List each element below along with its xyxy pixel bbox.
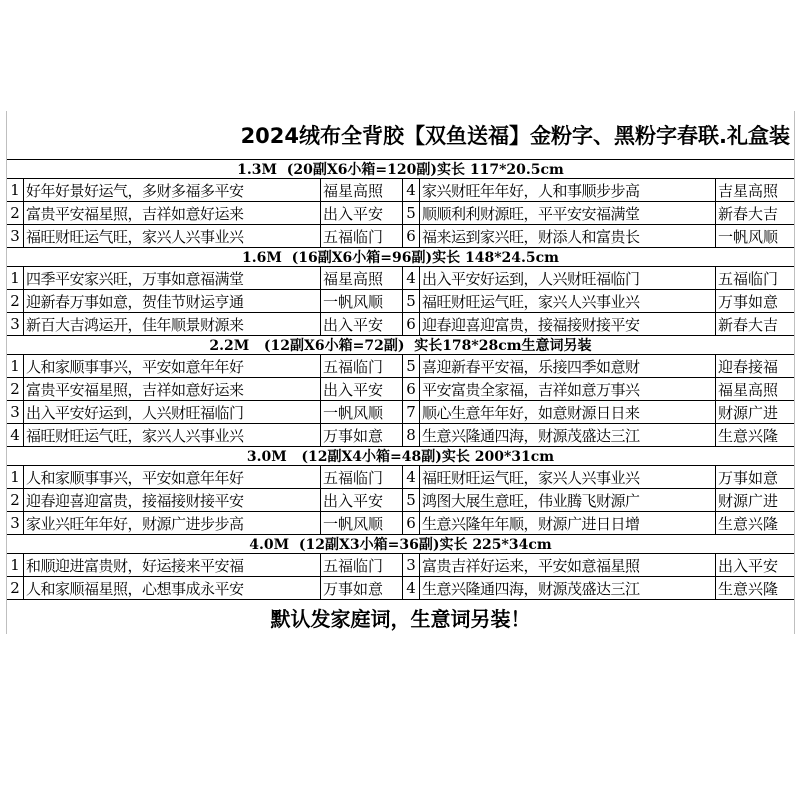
couplet-row (7, 489, 794, 512)
horizontal-scroll-text: 一帆风顺 (321, 290, 403, 312)
item-number: 2 (7, 378, 24, 400)
couplet-row (7, 554, 794, 577)
couplet-row (7, 202, 794, 225)
item-number: 2 (7, 202, 24, 224)
couplet-text: 喜迎新春平安福，乐接四季如意财 (420, 355, 716, 377)
couplet-text: 富贵平安福星照，吉祥如意好运来 (24, 378, 321, 400)
price-sheet (6, 111, 795, 634)
couplet-text: 新百大吉鸿运开，佳年顺景财源来 (24, 313, 321, 335)
couplet-text: 迎春迎喜迎富贵，接福接财接平安 (420, 313, 716, 335)
item-number: 3 (7, 401, 24, 423)
couplet-text: 福来运到家兴旺，财添人和富贵长 (420, 225, 716, 247)
item-number: 4 (403, 179, 420, 201)
horizontal-scroll-text: 财源广进 (718, 491, 779, 510)
horizontal-scroll-text: 福星高照 (321, 267, 403, 289)
horizontal-scroll-text: 五福临门 (321, 466, 403, 488)
item-number: 1 (7, 179, 24, 201)
horizontal-scroll-text: 吉星高照 (718, 181, 779, 200)
couplet-text: 好年好景好运气，多财多福多平安 (24, 179, 321, 201)
couplet-text: 人和家顺事事兴，平安如意年年好 (24, 355, 321, 377)
couplet-row (7, 512, 794, 535)
couplet-text: 福旺财旺运气旺，家兴人兴事业兴 (24, 424, 321, 446)
couplet-row (7, 401, 794, 424)
horizontal-scroll-text: 出入平安 (321, 313, 403, 335)
horizontal-scroll-text: 新春大吉 (718, 204, 779, 223)
sheet-title: 2024绒布全背胶【双鱼送福】金粉字、黑粉字春联.礼盒装 (7, 111, 794, 160)
item-number: 2 (7, 489, 24, 511)
horizontal-scroll-text: 五福临门 (321, 225, 403, 247)
item-number: 3 (7, 512, 24, 534)
horizontal-scroll-text: 出入平安 (321, 378, 403, 400)
item-number: 1 (7, 554, 24, 576)
horizontal-scroll-text: 一帆风顺 (718, 227, 779, 246)
horizontal-scroll-text: 五福临门 (718, 269, 779, 288)
item-number: 1 (7, 267, 24, 289)
couplet-row (7, 424, 794, 447)
couplet-text: 福旺财旺运气旺，家兴人兴事业兴 (420, 290, 716, 312)
horizontal-scroll-text: 生意兴隆 (718, 426, 779, 445)
item-number: 5 (403, 355, 420, 377)
couplet-row (7, 466, 794, 489)
section-header: 3.0M (12副X4小箱=48副)实长 200*31cm (7, 447, 794, 466)
horizontal-scroll-text: 生意兴隆 (718, 579, 779, 598)
item-number: 8 (403, 424, 420, 446)
horizontal-scroll-text: 出入平安 (718, 556, 779, 575)
couplet-text: 人和家顺事事兴，平安如意年年好 (24, 466, 321, 488)
item-number: 6 (403, 313, 420, 335)
couplet-text: 四季平安家兴旺，万事如意福满堂 (24, 267, 321, 289)
item-number: 7 (403, 401, 420, 423)
item-number: 3 (7, 225, 24, 247)
couplet-text: 生意兴隆通四海，财源茂盛达三江 (420, 577, 716, 599)
couplet-text: 生意兴隆年年顺，财源广进日日增 (420, 512, 716, 534)
item-number: 3 (7, 313, 24, 335)
horizontal-scroll-text: 五福临门 (321, 554, 403, 576)
couplet-text: 家兴财旺年年好，人和事顺步步高 (420, 179, 716, 201)
item-number: 6 (403, 225, 420, 247)
item-number: 1 (7, 355, 24, 377)
couplet-text: 鸿图大展生意旺，伟业腾飞财源广 (420, 489, 716, 511)
item-number: 6 (403, 512, 420, 534)
couplet-text: 出入平安好运到，人兴财旺福临门 (420, 267, 716, 289)
horizontal-scroll-text: 万事如意 (718, 292, 779, 311)
horizontal-scroll-text: 迎春接福 (718, 357, 779, 376)
item-number: 1 (7, 466, 24, 488)
horizontal-scroll-text: 万事如意 (321, 424, 403, 446)
horizontal-scroll-text: 一帆风顺 (321, 512, 403, 534)
item-number: 5 (403, 489, 420, 511)
horizontal-scroll-text: 万事如意 (718, 468, 779, 487)
horizontal-scroll-text: 出入平安 (321, 202, 403, 224)
item-number: 2 (7, 577, 24, 599)
horizontal-scroll-text: 出入平安 (321, 489, 403, 511)
horizontal-scroll-text: 生意兴隆 (718, 514, 779, 533)
couplet-row (7, 290, 794, 313)
item-number: 4 (7, 424, 24, 446)
horizontal-scroll-text: 万事如意 (321, 577, 403, 599)
item-number: 5 (403, 202, 420, 224)
couplet-row (7, 179, 794, 202)
item-number: 2 (7, 290, 24, 312)
item-number: 6 (403, 378, 420, 400)
horizontal-scroll-text: 福星高照 (718, 380, 779, 399)
couplet-text: 家业兴旺年年好，财源广进步步高 (24, 512, 321, 534)
couplet-text: 富贵吉祥好运来，平安如意福星照 (420, 554, 716, 576)
item-number: 4 (403, 466, 420, 488)
couplet-row (7, 267, 794, 290)
horizontal-scroll-text: 一帆风顺 (321, 401, 403, 423)
couplet-row (7, 577, 794, 600)
horizontal-scroll-text: 财源广进 (718, 403, 779, 422)
section-header: 1.3M (20副X6小箱=120副)实长 117*20.5cm (7, 160, 794, 179)
couplet-row (7, 313, 794, 336)
couplet-row (7, 225, 794, 248)
horizontal-scroll-text: 新春大吉 (718, 315, 779, 334)
couplet-text: 生意兴隆通四海，财源茂盛达三江 (420, 424, 716, 446)
couplet-text: 福旺财旺运气旺，家兴人兴事业兴 (24, 225, 321, 247)
section-header: 2.2M (12副X6小箱=72副) 实长178*28cm生意词另装 (7, 336, 794, 355)
horizontal-scroll-text: 五福临门 (321, 355, 403, 377)
couplet-text: 迎春迎喜迎富贵，接福接财接平安 (24, 489, 321, 511)
footer-note: 默认发家庭词，生意词另装！ (270, 606, 531, 631)
horizontal-scroll-text: 福星高照 (321, 179, 403, 201)
sections-container (7, 160, 794, 600)
couplet-row (7, 355, 794, 378)
item-number: 4 (403, 577, 420, 599)
item-number: 4 (403, 267, 420, 289)
couplet-row (7, 378, 794, 401)
couplet-text: 福旺财旺运气旺，家兴人兴事业兴 (420, 466, 716, 488)
couplet-text: 顺顺利利财源旺，平平安安福满堂 (420, 202, 716, 224)
couplet-text: 和顺迎进富贵财，好运接来平安福 (24, 554, 321, 576)
couplet-text: 顺心生意年年好，如意财源日日来 (420, 401, 716, 423)
item-number: 3 (403, 554, 420, 576)
couplet-text: 出入平安好运到，人兴财旺福临门 (24, 401, 321, 423)
couplet-text: 人和家顺福星照，心想事成永平安 (24, 577, 321, 599)
couplet-text: 平安富贵全家福，吉祥如意万事兴 (420, 378, 716, 400)
item-number: 5 (403, 290, 420, 312)
section-header: 1.6M (16副X6小箱=96副)实长 148*24.5cm (7, 248, 794, 267)
couplet-text: 迎新春万事如意，贺佳节财运亨通 (24, 290, 321, 312)
couplet-text: 富贵平安福星照，吉祥如意好运来 (24, 202, 321, 224)
section-header: 4.0M (12副X3小箱=36副)实长 225*34cm (7, 535, 794, 554)
